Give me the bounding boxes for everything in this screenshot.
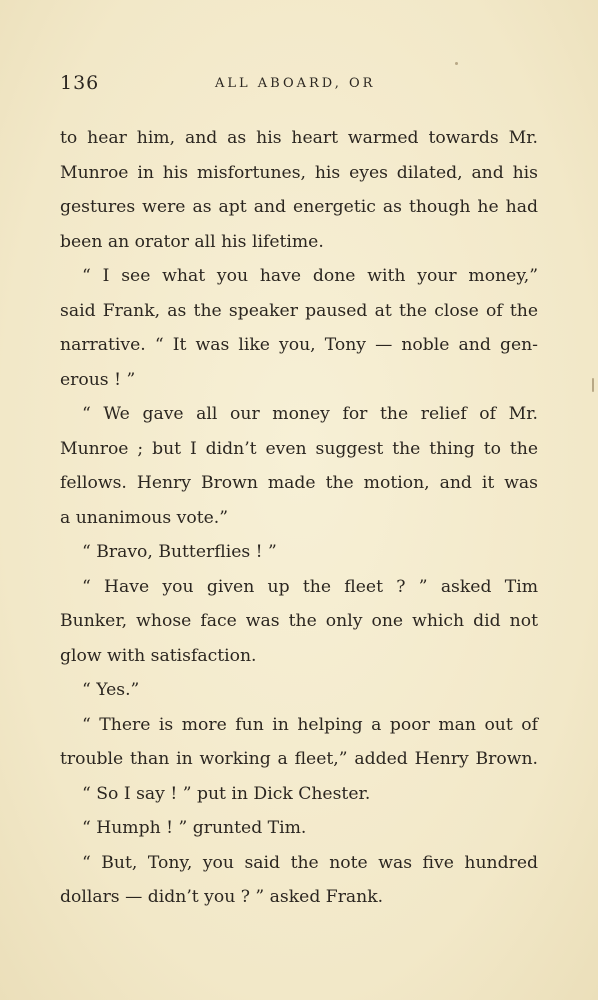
text-line: “ Yes.” bbox=[82, 680, 140, 700]
text-line: “ But, Tony, you said the note was five hundred bbox=[82, 852, 538, 873]
text-line: been an orator all his lifetime. bbox=[60, 231, 324, 252]
text-line: trouble than in working a fleet,” added Henry Brown. bbox=[60, 749, 538, 769]
page-body bbox=[60, 121, 538, 915]
text-line: “ Humph ! ” grunted Tim. bbox=[82, 818, 307, 838]
page-header bbox=[60, 72, 538, 100]
text-line: narrative. “ It was like you, Tony — noble and gen- bbox=[60, 335, 538, 355]
text-line: Bunker, whose face was the only one which did not bbox=[60, 611, 538, 631]
text-line: “ I see what you have done with your money,” bbox=[82, 266, 538, 286]
text-line: Munroe in his misfortunes, his eyes dilated, and his bbox=[60, 162, 538, 183]
page-number: 136 bbox=[60, 72, 100, 94]
text-line: erous ! ” bbox=[60, 369, 136, 390]
text-line: gestures were as apt and energetic as though he had bbox=[60, 197, 538, 217]
running-head: ALL ABOARD, OR bbox=[215, 76, 376, 91]
text-line: fellows. Henry Brown made the motion, and it was bbox=[60, 473, 538, 493]
text-line: a unanimous vote.” bbox=[60, 507, 229, 528]
text-line: said Frank, as the speaker paused at the close of the bbox=[60, 300, 538, 321]
text-line: glow with satisfaction. bbox=[60, 645, 257, 666]
text-line: dollars — didn’t you ? ” asked Frank. bbox=[60, 887, 384, 907]
text-line: “ Have you given up the fleet ? ” asked Tim bbox=[82, 576, 538, 597]
text-line: “ Bravo, Butterflies ! ” bbox=[82, 542, 277, 562]
paper-speck bbox=[455, 62, 458, 65]
text-line: Munroe ; but I didn’t even suggest the thing to the bbox=[60, 438, 538, 459]
text-line: “ We gave all our money for the relief of Mr. bbox=[82, 404, 538, 424]
paper-speck bbox=[592, 378, 594, 392]
text-line: to hear him, and as his heart warmed towards Mr. bbox=[60, 128, 538, 148]
text-line: “ So I say ! ” put in Dick Chester. bbox=[82, 783, 371, 804]
text-line: “ There is more fun in helping a poor man out of bbox=[82, 714, 538, 735]
